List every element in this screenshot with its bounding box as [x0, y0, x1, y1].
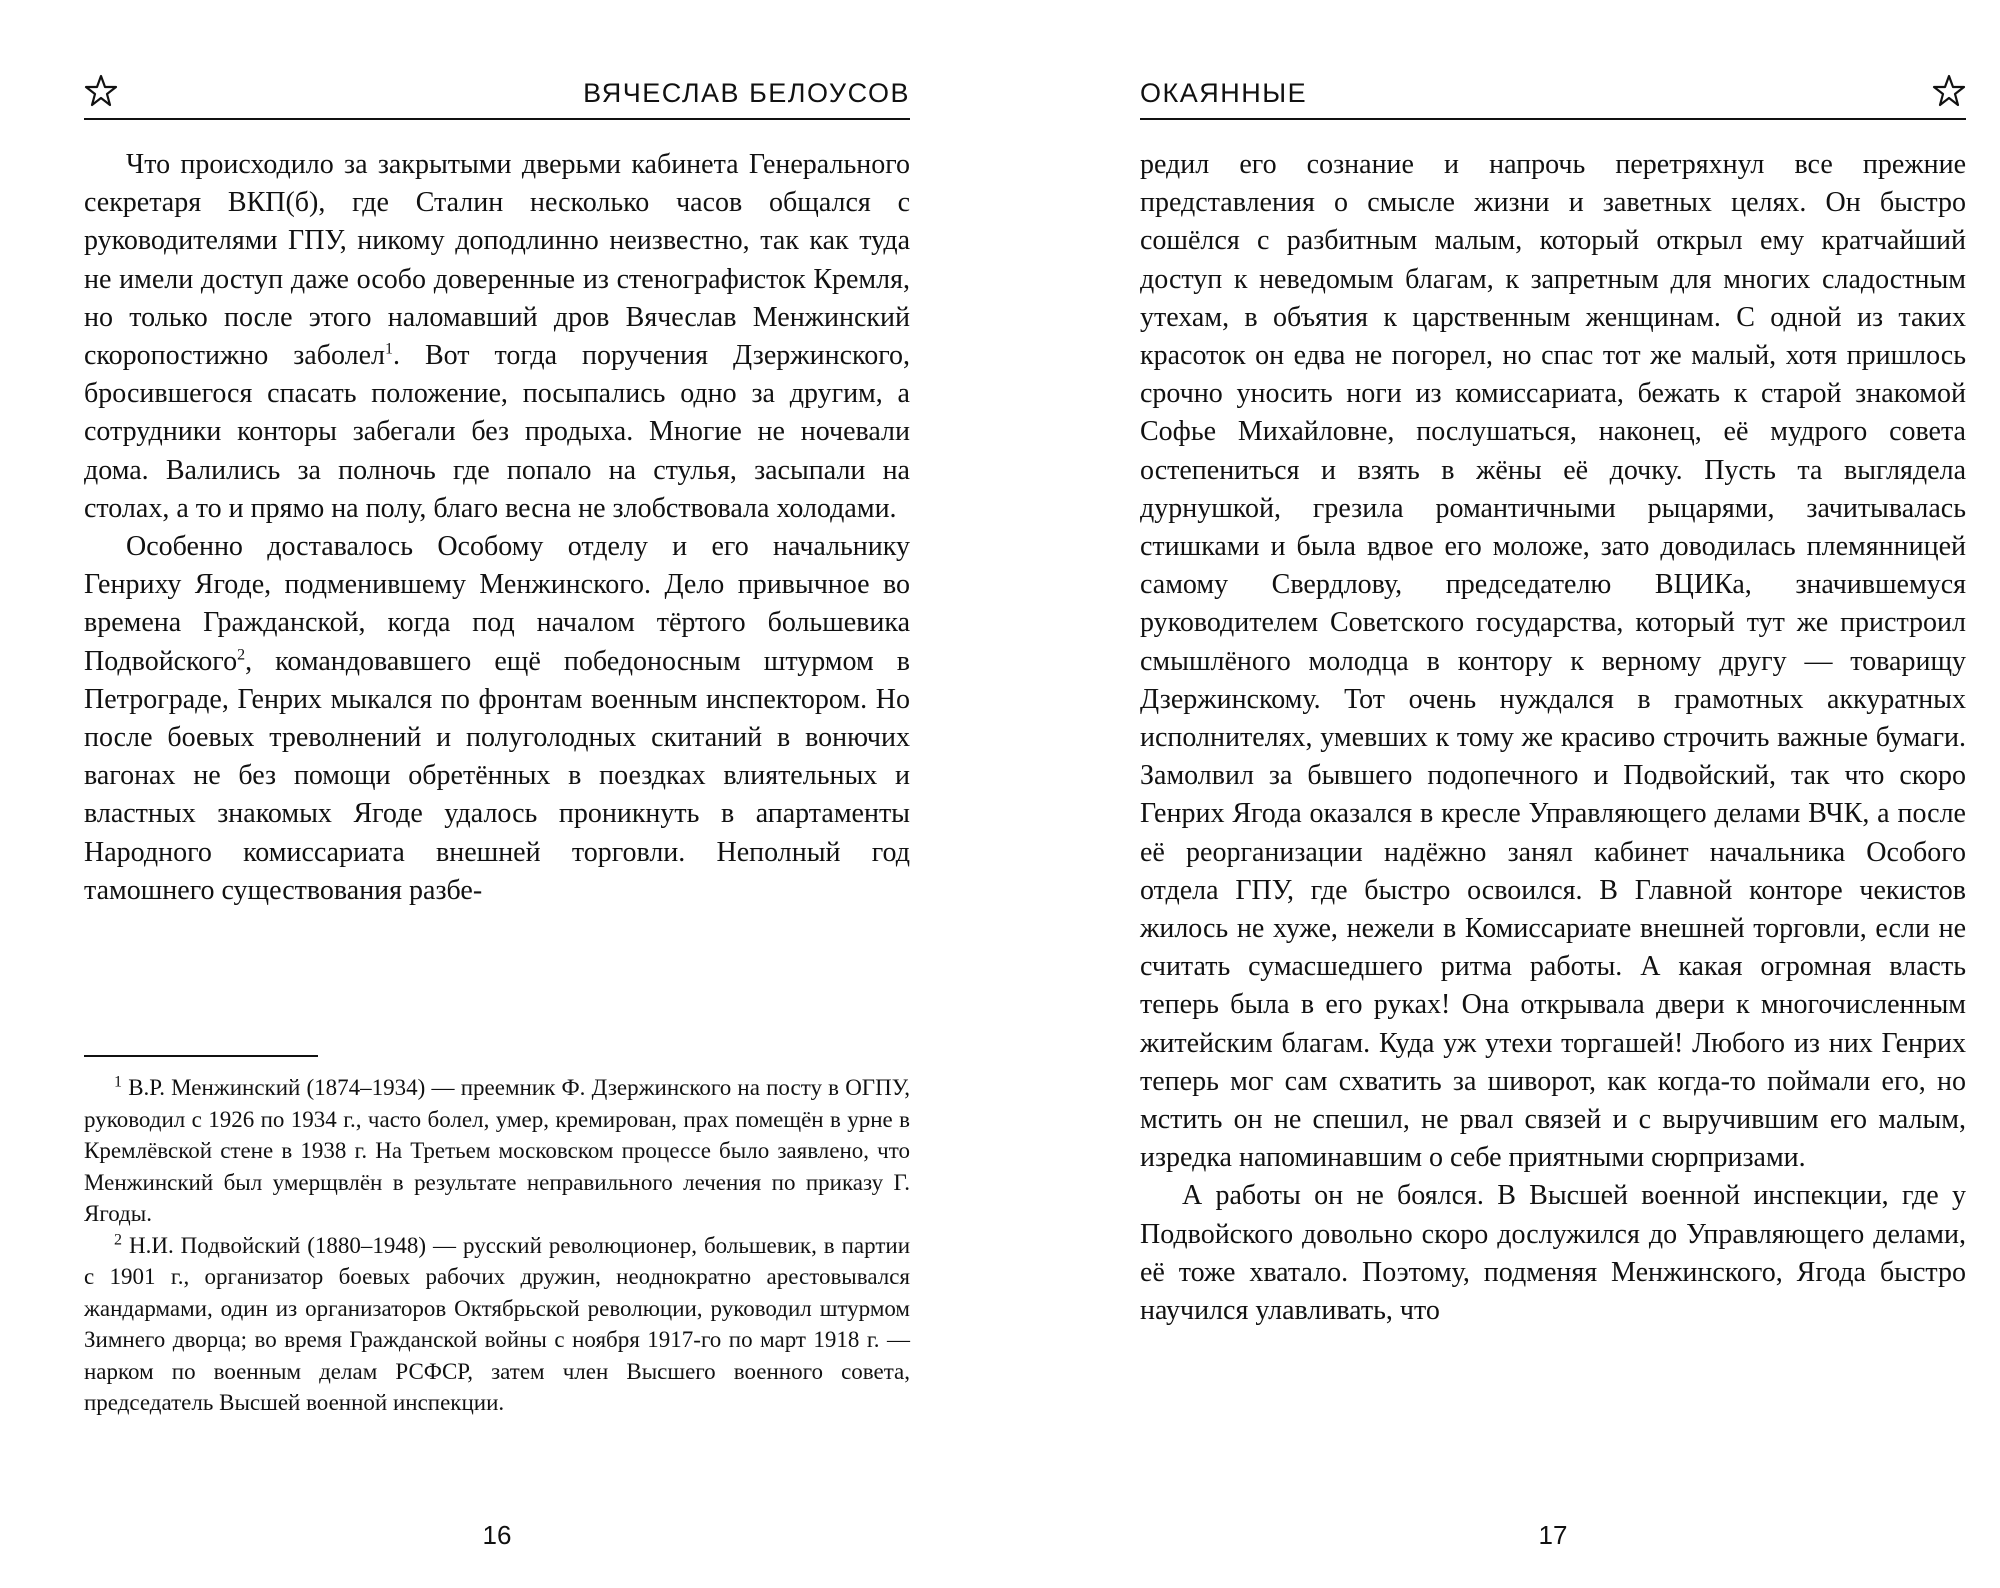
- footnotes: [84, 1072, 910, 1419]
- paragraph: редил его сознание и напрочь перетряхнул все прежние представления о смысле жизни и заветных целях. Он быстро сошёлся с разбитным малым, который открыл ему кратчайший доступ к неведомым благам, к запретным для многих сладостным утехам, в объятия к царственным женщинам. С одной из таких красоток он едва не погорел, но спас тот же малый, хотя пришлось срочно уносить ноги из комиссариата, бежать к старой знакомой Софье Михайловне, послушаться, наконец, её мудрого совета остепениться и взять в жёны её дочку. Пусть та выглядела дурнушкой, грезила романтичными рыцарями, зачитывалась стишками и была вдвое его моложе, зато доводилась племянницей самому Свердлову, председателю ВЦИКа, значившемуся руководителем Советского государства, который тут же пристроил смышлёного молодца в контору к верному другу — товарищу Дзержинскому. Тот очень нуждался в грамотных аккуратных исполнителях, умевших к тому же красиво строчить важные бумаги. Замолвил за бывшего подопечного и Подвойский, так что скоро Генрих Ягода оказался в кресле Управляющего делами ВЧК, а после её реорганизации надёжно занял кабинет начальника Особого отдела ГПУ, где быстро освоился. В Главной конторе чекистов жилось не хуже, нежели в Комиссариате внешней торговли, если не считать сумасшедшего ритма работы. А какая огромная власть теперь была в его руках! Она открывала двери к многочисленным житейским благам. Куда уж утехи торгашей! Любого из них Генрих теперь мог сам схватить за шиворот, как когда-то поймали его, но мстить он не спешил, не рвал связей и с выручившим его малым, изредка напоминавшим о себе приятными сюрпризами.: [1140, 149, 1966, 1174]
- footnote: [84, 1230, 910, 1419]
- main-text: [1140, 146, 1966, 1330]
- paragraph-text: . Вот тогда поручения Дзержинского, бросившегося спасать положение, посыпались одно за другим, а сотрудники конторы забегали без продыха. Многие не ночевали дома. Валились за полночь где попало на стулья, засыпали на столах, а то и прямо на полу, благо весна не злобствовала холодами.: [84, 340, 910, 524]
- star-outline-icon: [1932, 74, 1966, 108]
- star-outline-icon: [84, 74, 118, 108]
- footnote-number: 1: [114, 1073, 122, 1091]
- main-text: [84, 146, 910, 910]
- footnote-ref[interactable]: 2: [237, 646, 246, 664]
- paragraph: А работы он не боялся. В Высшей военной инспекции, где у Подвойского довольно скоро дослужился до Управляющего делами, её тоже хватало. Поэтому, подменяя Менжинского, Ягода быстро научился улавливать, что: [1140, 1180, 1966, 1327]
- book-title: ОКАЯННЫЕ: [1140, 78, 1308, 108]
- page-number: 17: [1538, 1520, 1568, 1550]
- footnote-text: В.Р. Менжинский (1874–1934) — преемник Ф. Дзержинского на посту в ОГПУ, руководил с 1926 по 1934 г., часто болел, умер, кремирован, прах помещён в урне в Кремлёвской стене в 1938 г. На Третьем московском процессе было заявлено, что Менжинский был умерщвлён в результате неправильного лечения по приказу Г. Ягоды.: [84, 1075, 911, 1226]
- footnote-ref[interactable]: 1: [384, 340, 393, 358]
- footnote-number: 2: [114, 1230, 122, 1248]
- footnote-text: Н.И. Подвойский (1880–1948) — русский революционер, большевик, в партии с 1901 г., организатор боевых рабочих дружин, неоднократно арестовывался жандармами, один из организаторов Октябрьской революции, руководил штурмом Зимнего дворца; во время Гражданской войны с ноября 1917-го по март 1918 г. — нарком по военным делам РСФСР, затем член Высшего военного совета, председатель Высшей военной инспекции.: [84, 1232, 910, 1415]
- footnote: [84, 1072, 910, 1230]
- left-page: [84, 0, 910, 1588]
- running-head: [1140, 74, 1966, 120]
- running-head: [84, 74, 910, 120]
- page-number: 16: [482, 1520, 512, 1550]
- paragraph: [84, 146, 910, 528]
- paragraph: [84, 528, 910, 910]
- right-page: [1140, 0, 1966, 1588]
- footnote-rule: [84, 1055, 318, 1057]
- paragraph-text: Особенно доставалось Особому отделу и его начальнику Генриху Ягоде, подменившему Менжинского. Дело привычное во времена Гражданской, когда под началом тёртого большевика Подвойского: [84, 531, 910, 677]
- paragraph-text: Что происходило за закрытыми дверьми кабинета Генерального секретаря ВКП(б), где Сталин несколько часов общался с руководителями ГПУ, никому доподлинно неизвестно, так как туда не имели доступ даже особо доверенные из стенографисток Кремля, но только после этого наломавший дров Вячеслав Менжинский скоропостижно заболел: [84, 149, 910, 372]
- paragraph-text: , командовавшего ещё победоносным штурмом в Петрограде, Генрих мыкался по фронтам военным инспектором. Но после боевых треволнений и полуголодных скитаний в вонючих вагонах не без помощи обретённых в поездках влиятельных и властных знакомых Ягоде удалось проникнуть в апартаменты Народного комиссариата внешней торговли. Неполный год тамошнего существования разбе-: [84, 645, 910, 906]
- author-name: ВЯЧЕСЛАВ БЕЛОУСОВ: [583, 78, 910, 108]
